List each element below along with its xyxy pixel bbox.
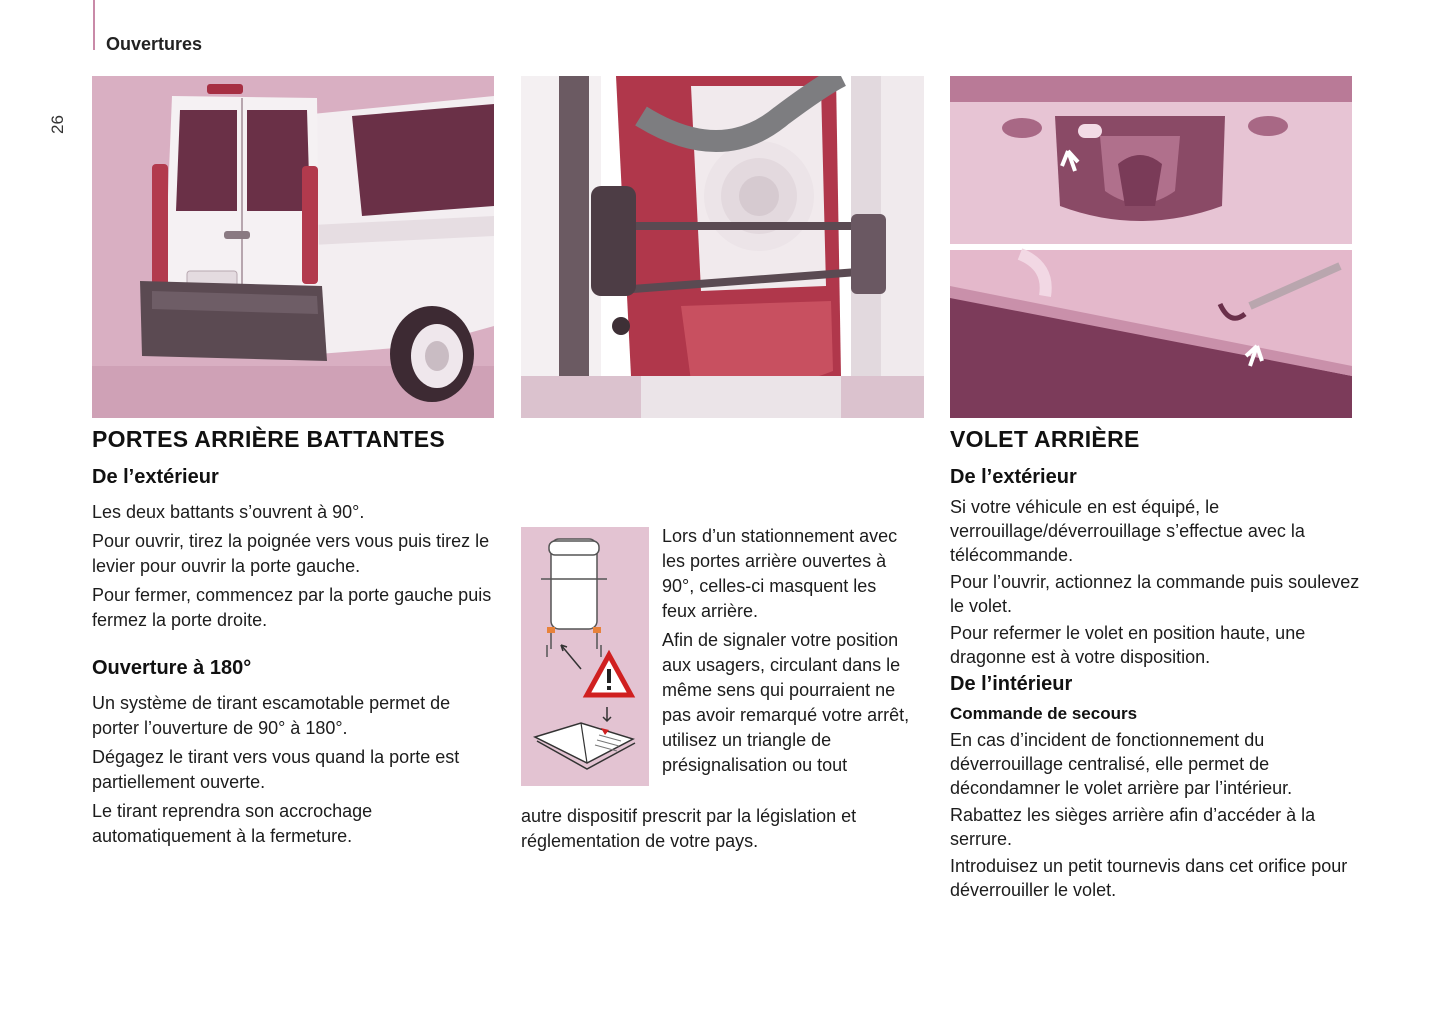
left-column: [92, 426, 492, 849]
right-column: [950, 426, 1360, 902]
volet-title: VOLET ARRIÈRE: [950, 426, 1140, 452]
paragraph: Les deux battants s’ouvrent à 90°.: [92, 502, 365, 522]
paragraph: Lors d’un stationnement avec les portes arrière ouvertes à 90°, celles-ci masquent les feux arrière.: [662, 526, 898, 621]
door-check-strap-icon: [521, 76, 924, 418]
paragraph: Pour refermer le volet en position haute, une dragonne est à votre disposition.: [950, 623, 1306, 667]
tailgate-lock-illustration: [950, 76, 1352, 418]
exterieur-subtitle: De l’extérieur: [92, 466, 219, 488]
paragraph: Un système de tirant escamotable permet de porter l’ouverture de 90° à 180°.: [92, 693, 451, 738]
paragraph: En cas d’incident de fonctionnement du déverrouillage centralisé, elle permet de décondamner le volet arrière par l’intérieur.: [950, 730, 1293, 798]
rear-van-doors-icon: [92, 76, 494, 418]
section-accent-bar: [93, 0, 95, 50]
paragraph: Pour fermer, commencez par la porte gauche puis fermez la porte droite.: [92, 585, 492, 630]
warning-pictogram: [521, 527, 649, 786]
warning-triangle-manual-icon: [521, 527, 649, 786]
paragraph: Si votre véhicule en est équipé, le verrouillage/déverrouillage s’effectue avec la télécommande.: [950, 497, 1305, 565]
portes-title: PORTES ARRIÈRE BATTANTES: [92, 426, 446, 452]
middle-column-wrap: [662, 524, 912, 778]
door-check-strap-illustration: [521, 76, 924, 418]
ouverture-180-subtitle: Ouverture à 180°: [92, 657, 252, 679]
rear-van-doors-illustration: [92, 76, 494, 418]
paragraph: Pour ouvrir, tirez la poignée vers vous puis tirez le levier pour ouvrir la porte gauche.: [92, 531, 490, 576]
paragraph: Le tirant reprendra son accrochage automatiquement à la fermeture.: [92, 801, 373, 846]
paragraph: Dégagez le tirant vers vous quand la porte est partiellement ouverte.: [92, 747, 460, 792]
page-number: 26: [48, 115, 67, 134]
paragraph: Afin de signaler votre position aux usagers, circulant dans le même sens qui pourraient ne pas avoir remarqué votre arrêt, utilisez un triangle de présignalisation ou tout: [662, 630, 910, 775]
paragraph: autre dispositif prescrit par la législation et réglementation de votre pays.: [521, 806, 857, 851]
paragraph: Rabattez les sièges arrière afin d’accéder à la serrure.: [950, 805, 1316, 849]
tailgate-lock-icon: [950, 76, 1352, 418]
middle-column-tail: [521, 804, 916, 854]
interieur-subtitle: De l’intérieur: [950, 673, 1073, 695]
section-title: Ouvertures: [106, 34, 203, 54]
paragraph: Pour l’ouvrir, actionnez la commande puis soulevez le volet.: [950, 572, 1360, 616]
paragraph: Introduisez un petit tournevis dans cet orifice pour déverrouiller le volet.: [950, 856, 1348, 900]
exterieur-subtitle: De l’extérieur: [950, 466, 1077, 488]
commande-secours-subtitle: Commande de secours: [950, 704, 1138, 723]
